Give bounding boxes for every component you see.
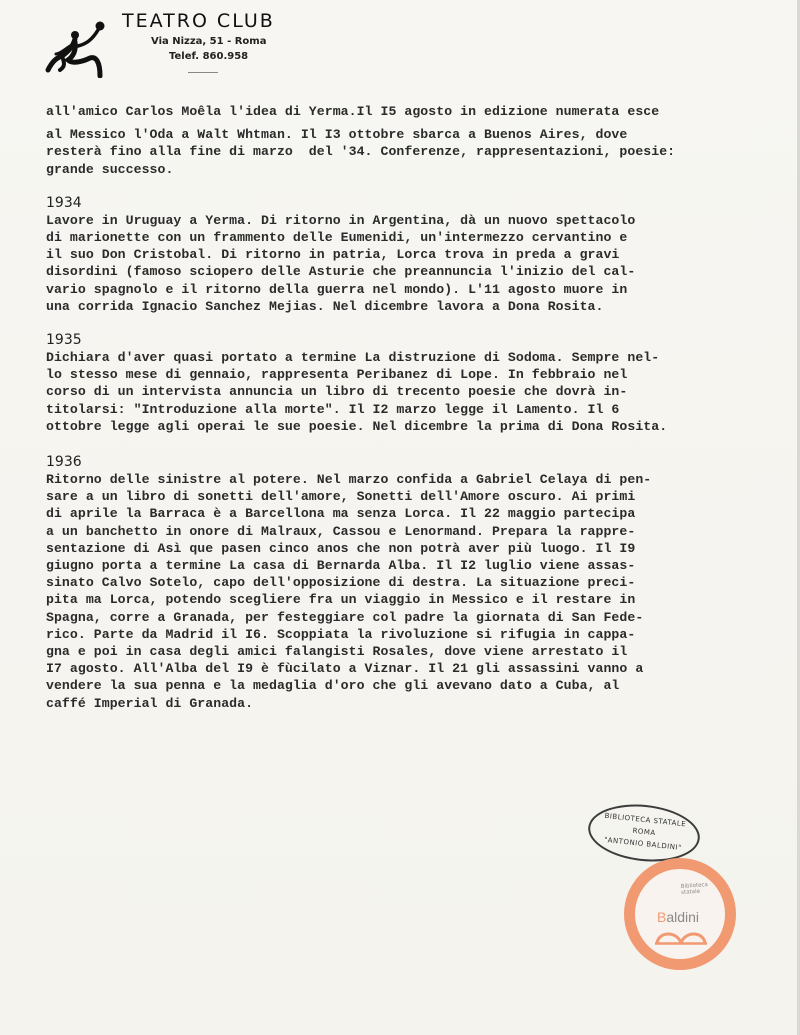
section-1934	[46, 194, 800, 315]
text-line: a un banchetto in onore di Malraux, Cassou e Lenormand. Prepara la rappre-	[46, 523, 636, 539]
letterhead	[40, 6, 360, 86]
dancing-figure-icon	[42, 16, 114, 78]
text-line: al Messico l'Oda a Walt Whtman. Il I3 ottobre sbarca a Buenos Aires, dove	[46, 127, 628, 143]
year-heading: 1936	[46, 454, 82, 471]
document-body	[46, 103, 800, 712]
text-line: il suo Don Cristobal. Di ritorno in patria, Lorca trova in preda a gravi	[46, 247, 620, 263]
text-line: giugno porta a termine La casa di Bernarda Alba. Il I2 luglio viene assas-	[46, 558, 636, 574]
text-line: titolarsi: "Introduzione alla morte". Il I2 marzo legge il Lamento. Il 6	[46, 401, 620, 417]
text-line: pita ma Lorca, potendo scegliere fra un viaggio in Messico e il restare in	[46, 592, 636, 608]
text-line: di aprile la Barraca è a Barcellona ma senza Lorca. Il 22 maggio partecipa	[46, 506, 636, 522]
text-line: all'amico Carlos Moêla l'idea di Yerma.Il I5 agosto in edizione numerata esce	[46, 104, 660, 119]
watermark-initial: B	[657, 909, 667, 925]
stamp-line-3: "ANTONIO BALDINI"	[603, 835, 683, 852]
text-line: ottobre legge agli operai le sue poesie. Nel dicembre la prima di Dona Rosita.	[46, 418, 668, 434]
section-1935	[46, 331, 800, 435]
text-line: vario spagnolo e il ritorno della guerra nel mondo). L'11 agosto muore in	[46, 281, 628, 297]
letterhead-title: TEATRO CLUB	[122, 10, 275, 32]
library-stamp	[585, 799, 702, 866]
section-1936	[46, 453, 800, 712]
text-line: Spagna, corre a Granada, per festeggiare col padre la giornata di San Fede-	[46, 609, 644, 625]
text-line: disordini (famoso sciopero delle Asturie che preannuncia l'inizio del cal-	[46, 264, 636, 280]
stamp-line-2: ROMA	[632, 826, 657, 838]
intro-paragraph	[46, 103, 800, 178]
text-line: grande successo.	[46, 161, 174, 177]
watermark-text-1: Biblioteca	[680, 882, 709, 890]
stamp-line-1: BIBLIOTECA STATALE	[604, 811, 687, 829]
text-line: I7 agosto. All'Alba del I9 è fùcilato a Viznar. Il 21 gli assassini vanno a	[46, 661, 644, 677]
text-line: Lavore in Uruguay a Yerma. Di ritorno in Argentina, dà un nuovo spettacolo	[46, 212, 636, 228]
text-line: Dichiara d'aver quasi portato a termine La distruzione di Sodoma. Sempre nel-	[46, 350, 660, 366]
year-heading: 1935	[46, 332, 82, 349]
text-line: di marionette con un frammento delle Eumenidi, un'intermezzo cervantino e	[46, 230, 628, 246]
text-line: sinato Calvo Sotelo, capo dell'opposizione di destra. La situazione preci-	[46, 575, 636, 591]
open-book-icon	[655, 927, 707, 945]
watermark-subtitle	[681, 882, 709, 896]
text-line: corso di un intervista annuncia un libro di trecento poesie che dovrà in-	[46, 384, 628, 400]
baldini-watermark	[624, 858, 736, 970]
letterhead-address: Via Nizza, 51 - Roma	[151, 36, 267, 47]
text-line: rico. Parte da Madrid il I6. Scoppiata la rivoluzione si rifugia in cappa-	[46, 626, 636, 642]
watermark-name-rest: aldini	[666, 909, 700, 925]
text-line: lo stesso mese di gennaio, rappresenta Peribanez di Lope. In febbraio nel	[46, 367, 628, 383]
text-line: vendere la sua penna e la medaglia d'oro che gli avevano dato a Cuba, al	[46, 678, 620, 694]
text-line: sare a un libro di sonetti dell'amore, Sonetti dell'Amore oscuro. Ai primi	[46, 489, 636, 505]
text-line: Ritorno delle sinistre al potere. Nel marzo confida a Gabriel Celaya di pen-	[46, 472, 652, 488]
letterhead-divider	[188, 72, 218, 73]
watermark-text-2: statale	[681, 888, 701, 896]
text-line: una corrida Ignacio Sanchez Mejias. Nel dicembre lavora a Dona Rosita.	[46, 298, 604, 314]
text-line: sentazione di Asì que pasen cinco anos che non potrà aver più luogo. Il I9	[46, 540, 636, 556]
letterhead-phone: Telef. 860.958	[169, 51, 249, 62]
text-line: gna e poi in casa degli amici falangisti Rosales, dove viene arrestato il	[46, 644, 628, 660]
year-heading: 1934	[46, 194, 82, 211]
text-line: resterà fino alla fine di marzo del '34. Conferenze, rappresentazioni, poesie:	[46, 144, 676, 160]
watermark-name	[657, 909, 699, 925]
text-line: caffé Imperial di Granada.	[46, 695, 254, 711]
